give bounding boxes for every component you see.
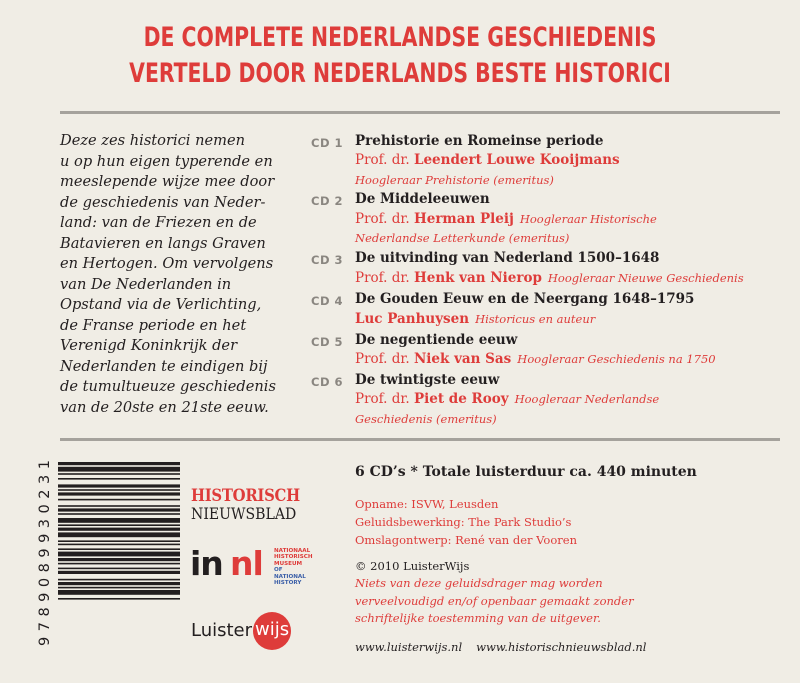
divider-bottom (60, 438, 780, 441)
cd3-label: CD 3 (311, 253, 343, 267)
cd3-author (355, 270, 744, 286)
innl-small-text (274, 548, 313, 586)
author-prefix: Prof. dr. (355, 351, 410, 367)
logo-text: Luister (191, 620, 253, 641)
luisterwijs-logo (191, 612, 291, 650)
author-role: Hoogleraar Historische (519, 212, 657, 226)
intro-line: de tumultueuze geschiedenis (60, 378, 276, 395)
cd4-title: De Gouden Eeuw en de Neergang 1648–1795 (355, 291, 695, 307)
author-prefix: Prof. dr. (355, 270, 410, 286)
logo-text: NATIONAAL (274, 548, 311, 554)
disclaimer-line: verveelvoudigd en/of openbaar gemaakt zonder (355, 594, 634, 608)
author-name: Piet de Rooy (413, 391, 509, 407)
author-role: Hoogleraar Nederlandse (514, 392, 660, 406)
cd2-title: De Middeleeuwen (355, 191, 490, 207)
intro-text (60, 131, 290, 418)
logo-text: HISTORISCH (191, 486, 300, 505)
intro-line: Nederlanden te eindigen bij (60, 357, 268, 375)
credit-line: Opname: ISVW, Leusden (355, 497, 499, 511)
copyright: © 2010 LuisterWijs (355, 559, 470, 573)
intro-line: van De Nederlanden in (60, 275, 232, 293)
svg-text:nl: nl (230, 545, 263, 583)
cd4-author (355, 311, 595, 327)
intro-line: meeslepende wijze mee door (60, 173, 275, 190)
logo-text: MUSEUM (274, 560, 303, 567)
intro-line: Batavieren en langs Graven (60, 234, 266, 252)
intro-line: de Franse periode en het (60, 316, 247, 334)
author-role: Historicus en auteur (475, 312, 596, 326)
cd5-label: CD 5 (311, 335, 343, 349)
logo-text: NIEUWSBLAD (191, 504, 297, 523)
author-name: Henk van Nierop (413, 270, 542, 286)
intro-line: Deze zes historici nemen (60, 132, 245, 149)
intro-line: land: van de Friezen en de (60, 214, 257, 231)
logo-text: HISTORY (274, 580, 302, 587)
cd1-title: Prehistorie en Romeinse periode (355, 133, 604, 149)
barcode-icon (58, 462, 180, 662)
cd5-author (355, 351, 716, 367)
cd2-role-cont: Nederlandse Letterkunde (emeritus) (355, 231, 570, 245)
cd1-label: CD 1 (311, 136, 343, 150)
urls (355, 640, 646, 654)
author-prefix: Prof. dr. (355, 152, 410, 168)
historisch-nieuwsblad-logo (191, 487, 312, 523)
luisterwijs-link[interactable]: www.luisterwijs.nl (355, 640, 463, 654)
total-duration: 6 CD’s * Totale luisterduur ca. 440 minuten (355, 464, 697, 480)
logo-text: HISTORISCH (274, 554, 313, 561)
logo-text: OF NATIONAL (274, 567, 306, 580)
author-name: Herman Pleij (413, 211, 514, 227)
cd6-label: CD 6 (311, 375, 343, 389)
cd1-role: Hoogleraar Prehistorie (emeritus) (355, 173, 554, 187)
author-prefix: Prof. dr. (355, 391, 410, 407)
author-role: Hoogleraar Geschiedenis na 1750 (517, 352, 716, 366)
author-name: Luc Panhuysen (355, 311, 470, 327)
barcode-number: 9789089930231 (37, 454, 53, 646)
author-prefix: Prof. dr. (355, 211, 410, 227)
divider-top (60, 111, 780, 114)
cd2-author (355, 211, 657, 227)
intro-line: van de 20ste en 21ste eeuw. (60, 398, 269, 416)
intro-line: Verenigd Koninkrijk der (60, 337, 238, 354)
svg-text:in: in (190, 545, 223, 583)
disclaimer-line: schriftelijke toestemming van de uitgever. (355, 611, 601, 625)
intro-line: u op hun eigen typerende en (60, 152, 273, 170)
cd5-title: De negentiende eeuw (355, 332, 518, 348)
cd6-title: De twintigste eeuw (355, 372, 500, 388)
intro-line: Opstand via de Verlichting, (60, 296, 262, 313)
author-name: Niek van Sas (413, 351, 512, 367)
title-line-1: DE COMPLETE NEDERLANDSE GESCHIEDENIS (143, 22, 657, 53)
cd3-title: De uitvinding van Nederland 1500–1648 (355, 250, 660, 266)
historischnieuwsblad-link[interactable]: www.historischnieuwsblad.nl (476, 640, 647, 654)
author-name: Leendert Louwe Kooijmans (413, 152, 620, 168)
cd2-label: CD 2 (311, 194, 343, 208)
cd4-label: CD 4 (311, 294, 343, 308)
disclaimer-line: Niets van deze geluidsdrager mag worden (355, 576, 603, 590)
cd6-author (355, 391, 659, 407)
cd1-author (355, 152, 620, 168)
logo-text: wijs (253, 612, 291, 650)
credit-line: Geluidsbewerking: The Park Studio’s (355, 515, 572, 529)
cd6-role-cont: Geschiedenis (emeritus) (355, 412, 497, 426)
intro-line: en Hertogen. Om vervolgens (60, 255, 274, 272)
credit-line: Omslagontwerp: René van der Vooren (355, 533, 577, 547)
author-role: Hoogleraar Nieuwe Geschiedenis (547, 271, 744, 285)
intro-line: de geschiedenis van Neder- (60, 193, 266, 211)
innl-logo (190, 545, 313, 589)
title-line-2: VERTELD DOOR NEDERLANDS BESTE HISTORICI (129, 58, 671, 89)
